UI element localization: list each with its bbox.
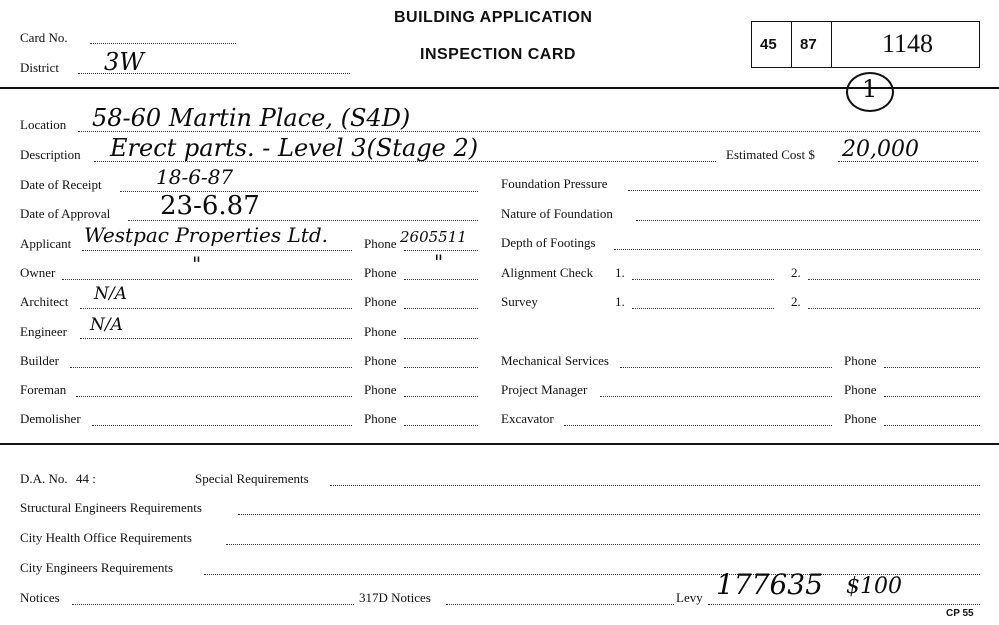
estimated-cost-label: Estimated Cost $	[726, 147, 815, 162]
survey-field-1[interactable]	[632, 307, 774, 309]
project-manager-phone-field[interactable]	[884, 395, 980, 397]
estimated-cost-value: 20,000	[842, 137, 919, 162]
city-engineers-label: City Engineers Requirements	[20, 560, 174, 575]
owner-field[interactable]	[62, 278, 352, 280]
nature-of-foundation-label: Nature of Foundation	[501, 206, 613, 221]
foundation-pressure-label: Foundation Pressure	[501, 176, 608, 191]
engineer-phone-label: Phone	[364, 324, 397, 339]
demolisher-phone-label: Phone	[364, 411, 397, 426]
excavator-label: Excavator	[501, 411, 554, 426]
date-of-approval-label: Date of Approval	[20, 206, 111, 221]
project-manager-phone-label: Phone	[844, 382, 877, 397]
location-value: 58-60 Martin Place, (S4D)	[92, 104, 411, 132]
box-code-2: 87	[800, 36, 817, 53]
alignment-check-field-1[interactable]	[632, 278, 774, 280]
special-requirements-label: Special Requirements	[195, 471, 309, 486]
owner-phone-value: "	[434, 250, 444, 274]
survey-label: Survey	[501, 294, 538, 309]
survey-num1: 1.	[615, 294, 625, 309]
date-of-approval-value: 23-6.87	[160, 191, 260, 221]
notices-label: Notices	[20, 590, 60, 605]
survey-num2: 2.	[791, 294, 801, 309]
project-manager-field[interactable]	[600, 395, 832, 397]
nature-of-foundation-field[interactable]	[636, 219, 980, 221]
form-code: CP 55	[946, 608, 974, 619]
description-value: Erect parts. - Level 3(Stage 2)	[110, 134, 479, 162]
builder-label: Builder	[20, 353, 59, 368]
box-code-1: 45	[760, 36, 777, 53]
form-title-line2: INSPECTION CARD	[420, 46, 576, 63]
architect-value: N/A	[94, 284, 127, 304]
form-title-line1: BUILDING APPLICATION	[394, 9, 593, 26]
alignment-check-field-2[interactable]	[808, 278, 980, 280]
city-health-label: City Health Office Requirements	[20, 530, 192, 545]
applicant-value: Westpac Properties Ltd.	[84, 223, 328, 247]
depth-of-footings-label: Depth of Footings	[501, 235, 596, 250]
foreman-phone-label: Phone	[364, 382, 397, 397]
mechanical-services-phone-field[interactable]	[884, 366, 980, 368]
applicant-field[interactable]	[82, 249, 352, 251]
levy-value: 177635	[716, 568, 823, 601]
location-label: Location	[20, 117, 67, 132]
architect-phone-label: Phone	[364, 294, 397, 309]
mechanical-services-phone-label: Phone	[844, 353, 877, 368]
levy-field[interactable]	[708, 603, 980, 605]
date-of-receipt-label: Date of Receipt	[20, 177, 102, 192]
special-requirements-field[interactable]	[330, 484, 980, 486]
da-no-value: 44 :	[76, 471, 96, 486]
card-no-field[interactable]	[90, 42, 236, 44]
notices-317d-label: 317D Notices	[359, 590, 431, 605]
applicant-phone-value: 2605511	[400, 228, 467, 246]
foreman-field[interactable]	[76, 395, 352, 397]
notices-field[interactable]	[72, 603, 354, 605]
builder-field[interactable]	[70, 366, 352, 368]
notices-317d-field[interactable]	[446, 603, 674, 605]
owner-phone-field[interactable]	[404, 278, 478, 280]
levy-amount: $100	[846, 574, 902, 599]
owner-label: Owner	[20, 265, 56, 280]
project-manager-label: Project Manager	[501, 382, 588, 397]
architect-field[interactable]	[80, 307, 352, 309]
engineer-value: N/A	[90, 315, 123, 335]
architect-phone-field[interactable]	[404, 307, 478, 309]
structural-engineers-field[interactable]	[238, 513, 980, 515]
owner-phone-label: Phone	[364, 265, 397, 280]
owner-value: "	[192, 252, 202, 276]
city-health-field[interactable]	[226, 543, 980, 545]
demolisher-phone-field[interactable]	[404, 424, 478, 426]
levy-label: Levy	[676, 590, 703, 605]
foreman-phone-field[interactable]	[404, 395, 478, 397]
description-label: Description	[20, 147, 81, 162]
district-label: District	[20, 60, 59, 75]
card-no-label: Card No.	[20, 30, 68, 45]
applicant-label: Applicant	[20, 236, 72, 251]
card-number: 1148	[882, 29, 934, 58]
structural-engineers-label: Structural Engineers Requirements	[20, 500, 202, 515]
section-rule-top	[0, 87, 999, 89]
mechanical-services-label: Mechanical Services	[501, 353, 609, 368]
excavator-phone-field[interactable]	[884, 424, 980, 426]
applicant-phone-label: Phone	[364, 236, 397, 251]
alignment-check-num2: 2.	[791, 265, 801, 280]
district-value: 3W	[104, 48, 144, 76]
date-of-receipt-value: 18-6-87	[156, 165, 234, 189]
box-divider	[831, 21, 832, 68]
builder-phone-label: Phone	[364, 353, 397, 368]
architect-label: Architect	[20, 294, 69, 309]
engineer-field[interactable]	[80, 337, 352, 339]
demolisher-label: Demolisher	[20, 411, 81, 426]
depth-of-footings-field[interactable]	[614, 248, 980, 250]
engineer-phone-field[interactable]	[404, 337, 478, 339]
builder-phone-field[interactable]	[404, 366, 478, 368]
da-no-label: D.A. No.	[20, 471, 68, 486]
alignment-check-label: Alignment Check	[501, 265, 594, 280]
foreman-label: Foreman	[20, 382, 67, 397]
card-number-box	[751, 21, 980, 68]
foundation-pressure-field[interactable]	[628, 189, 980, 191]
circled-number: 1	[862, 75, 878, 103]
demolisher-field[interactable]	[92, 424, 352, 426]
engineer-label: Engineer	[20, 324, 67, 339]
mechanical-services-field[interactable]	[620, 366, 832, 368]
survey-field-2[interactable]	[808, 307, 980, 309]
section-rule-bottom	[0, 443, 999, 445]
excavator-field[interactable]	[564, 424, 832, 426]
box-divider	[791, 21, 792, 68]
alignment-check-num1: 1.	[615, 265, 625, 280]
excavator-phone-label: Phone	[844, 411, 877, 426]
